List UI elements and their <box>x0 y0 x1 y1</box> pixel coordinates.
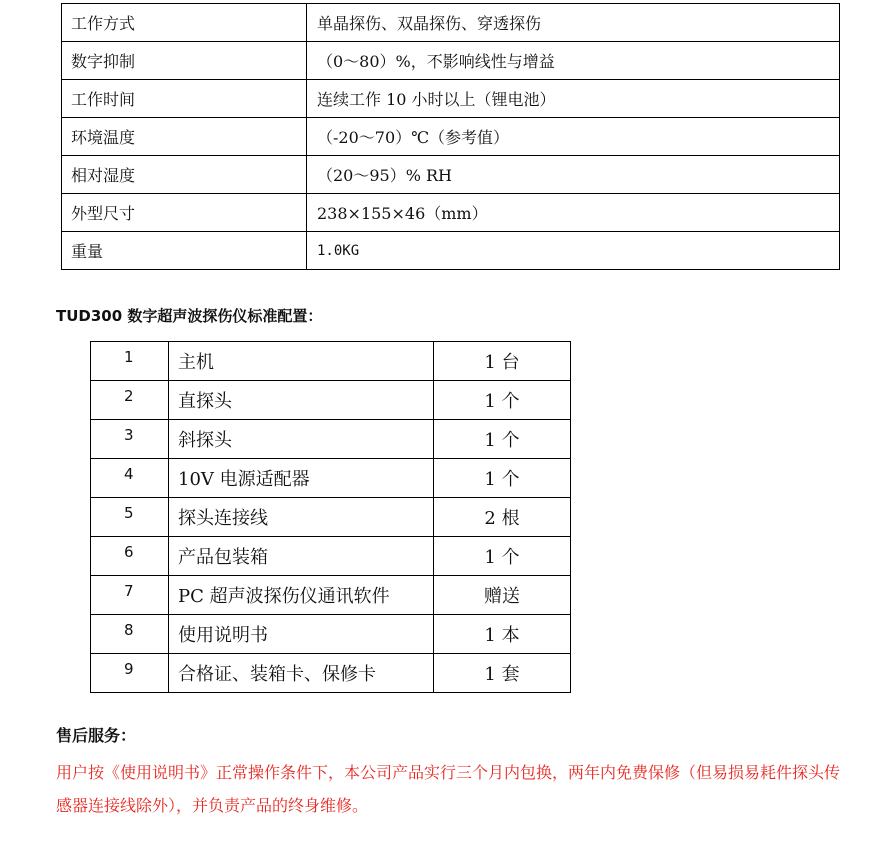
service-text: 用户按《使用说明书》正常操作条件下，本公司产品实行三个月内包换，两年内免费保修（但易损易耗件探头传感器连接线除外），并负责产品的终身维修。 <box>56 763 841 815</box>
config-qty: 1 套 <box>434 654 571 693</box>
table-row <box>62 232 840 270</box>
spec-name: 环境温度 <box>62 118 307 156</box>
spec-value: 1.0KG <box>307 232 840 270</box>
table-row <box>91 576 571 615</box>
config-item: 合格证、装箱卡、保修卡 <box>169 654 434 693</box>
config-index: 7 <box>91 576 169 615</box>
config-item: 10V 电源适配器 <box>169 459 434 498</box>
config-item: 产品包装箱 <box>169 537 434 576</box>
spec-name: 外型尺寸 <box>62 194 307 232</box>
table-row <box>62 118 840 156</box>
config-index: 1 <box>91 342 169 381</box>
table-row <box>91 342 571 381</box>
config-item: 斜探头 <box>169 420 434 459</box>
table-row <box>91 654 571 693</box>
config-qty: 赠送 <box>434 576 571 615</box>
table-row <box>91 420 571 459</box>
spec-value: 连续工作 10 小时以上（锂电池） <box>307 80 840 118</box>
config-item: 主机 <box>169 342 434 381</box>
config-index: 5 <box>91 498 169 537</box>
table-row <box>91 381 571 420</box>
spec-value: （-20～70）℃（参考值） <box>307 118 840 156</box>
spec-value: 238×155×46（mm） <box>307 194 840 232</box>
spec-value: （20～95）% RH <box>307 156 840 194</box>
config-item: 直探头 <box>169 381 434 420</box>
config-qty: 2 根 <box>434 498 571 537</box>
spec-name: 重量 <box>62 232 307 270</box>
config-index: 6 <box>91 537 169 576</box>
table-row <box>62 156 840 194</box>
table-row <box>62 4 840 42</box>
config-index: 4 <box>91 459 169 498</box>
spec-value: 单晶探伤、双晶探伤、穿透探伤 <box>307 4 840 42</box>
config-table <box>90 341 571 693</box>
table-row <box>91 498 571 537</box>
config-item: 探头连接线 <box>169 498 434 537</box>
spec-name: 工作方式 <box>62 4 307 42</box>
table-row <box>91 537 571 576</box>
table-row <box>62 42 840 80</box>
spec-name: 相对湿度 <box>62 156 307 194</box>
spec-value: （0～80）%，不影响线性与增益 <box>307 42 840 80</box>
spec-table <box>61 3 840 270</box>
config-title: TUD300 数字超声波探伤仪标准配置： <box>56 307 323 325</box>
config-qty: 1 个 <box>434 459 571 498</box>
service-title: 售后服务： <box>56 726 137 745</box>
config-index: 2 <box>91 381 169 420</box>
config-index: 3 <box>91 420 169 459</box>
config-qty: 1 本 <box>434 615 571 654</box>
spec-name: 工作时间 <box>62 80 307 118</box>
table-row <box>62 194 840 232</box>
table-row <box>91 459 571 498</box>
config-index: 9 <box>91 654 169 693</box>
table-row <box>91 615 571 654</box>
config-qty: 1 个 <box>434 420 571 459</box>
config-item: PC 超声波探伤仪通讯软件 <box>169 576 434 615</box>
config-qty: 1 个 <box>434 381 571 420</box>
table-row <box>62 80 840 118</box>
config-item: 使用说明书 <box>169 615 434 654</box>
config-qty: 1 个 <box>434 537 571 576</box>
config-qty: 1 台 <box>434 342 571 381</box>
spec-name: 数字抑制 <box>62 42 307 80</box>
config-index: 8 <box>91 615 169 654</box>
